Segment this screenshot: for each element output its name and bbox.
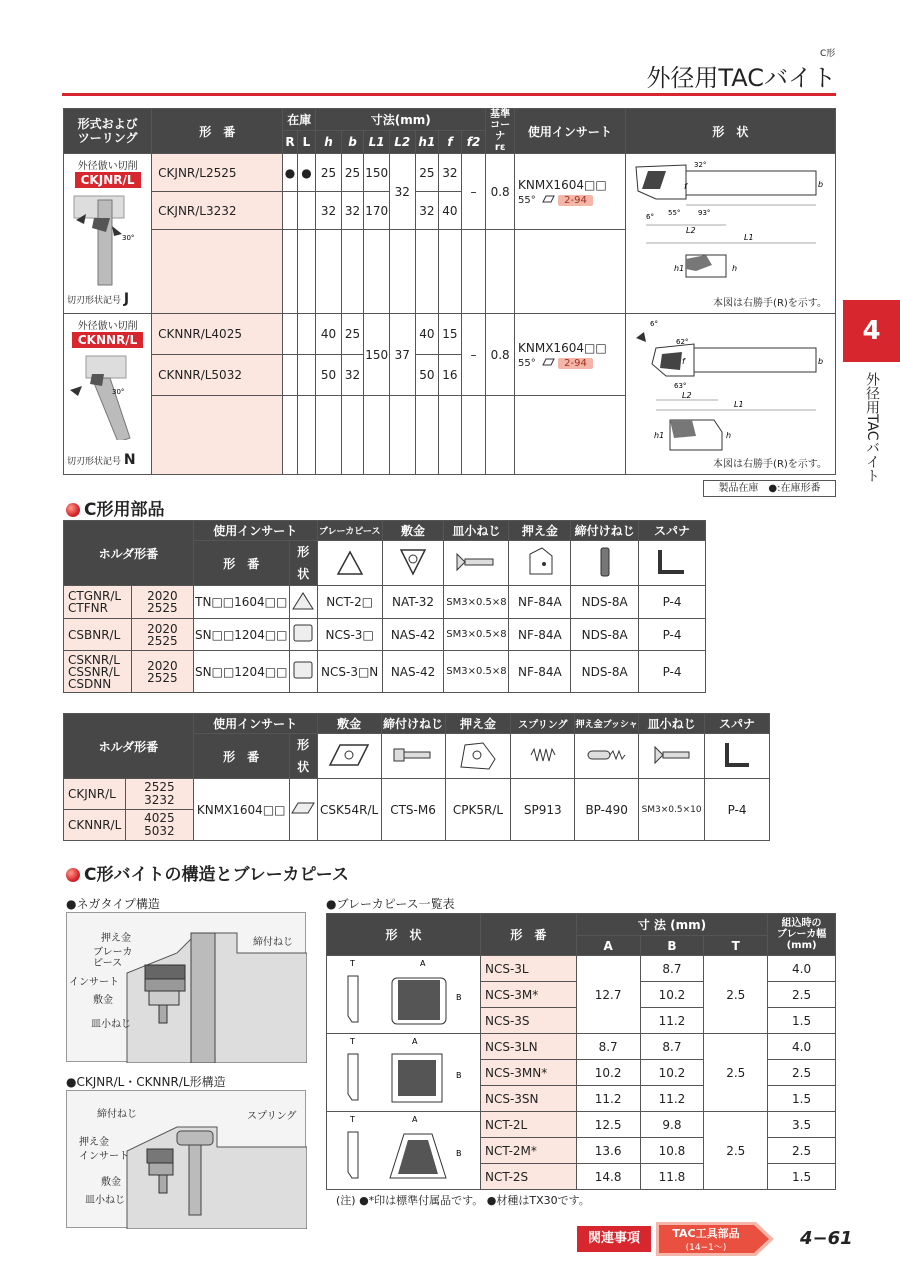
nega-diagram — [66, 912, 306, 1062]
dim-T: 2.5 — [704, 956, 768, 1034]
part-value: NDS-8A — [571, 619, 639, 651]
d-L1: L1 — [743, 232, 754, 242]
ckjnr-drawing-icon — [626, 155, 830, 313]
d-a2: 62° — [675, 338, 689, 346]
insert-model: SN□□1204□□ — [193, 619, 289, 651]
dim-f2: – — [461, 314, 486, 396]
ck-title: ●CKJNR/L・CKNNR/L形構造 — [66, 1075, 226, 1089]
h-col: 締付けねじ — [571, 521, 639, 541]
d-a1: 6° — [649, 320, 658, 328]
d-h: h — [725, 431, 731, 440]
d-f: f — [681, 357, 685, 366]
svg-text:A: A — [420, 959, 426, 968]
h-col-f2: f2 — [461, 130, 486, 153]
clamp-icon — [445, 734, 511, 779]
breaker-shape-cell — [327, 956, 481, 1034]
h-R: R — [283, 130, 297, 153]
d-a4: 6° — [645, 212, 654, 221]
part-value: NF-84A — [509, 619, 571, 651]
part-value: BP-490 — [575, 779, 639, 841]
dim-f: 40 — [439, 192, 462, 230]
breaker-model: NCS-3L — [480, 956, 576, 982]
clamp-screw-icon — [381, 734, 445, 779]
d-L2: L2 — [685, 225, 696, 235]
breaker-table — [326, 913, 836, 1190]
wrench-icon — [705, 734, 770, 779]
tool-photo-icon — [64, 190, 148, 290]
part-value: NF-84A — [509, 586, 571, 619]
nega-label: インサート — [69, 977, 119, 988]
type-cell-ckjnr — [64, 154, 152, 314]
nega-label: 皿小ねじ — [91, 1019, 131, 1030]
link-sub: (14−1〜) — [685, 1243, 727, 1253]
dim-A: 11.2 — [576, 1086, 640, 1112]
part-value: NCS-3□ — [317, 619, 382, 651]
section-title-text: C形用部品 — [84, 500, 165, 520]
holder-names: CKNNR/L — [64, 810, 126, 841]
dim-B: 9.8 — [640, 1112, 704, 1138]
part-value: SM3×0.5×10 — [639, 779, 705, 841]
part-value: SM3×0.5×8 — [444, 619, 509, 651]
stock-R — [283, 192, 297, 230]
shim-icon — [317, 734, 381, 779]
breaker-width: 2.5 — [768, 1138, 836, 1164]
dim-b: 32 — [341, 355, 364, 396]
dim-A: 13.6 — [576, 1138, 640, 1164]
code-label: 切刃形状記号 — [67, 457, 122, 467]
dim-h: 32 — [316, 192, 342, 230]
clamp-icon — [509, 541, 571, 586]
holder-names: CSBNR/L — [64, 619, 132, 651]
ck-label: 締付ねじ — [97, 1109, 137, 1120]
h-stock: 在庫 — [283, 109, 316, 131]
breaker-model: NCT-2L — [480, 1112, 576, 1138]
page-number: 4−61 — [800, 1228, 853, 1249]
dim-b: 25 — [341, 314, 364, 355]
holder-names: CSKNR/L CSSNR/L CSDNN — [64, 651, 132, 693]
cknnr-drawing-icon — [626, 314, 830, 474]
dim-f: 16 — [439, 355, 462, 396]
part-value: NDS-8A — [571, 651, 639, 693]
h-dims: 寸 法 (mm) — [576, 914, 767, 936]
model-cell: CKNNR/L5032 — [152, 355, 283, 396]
part-value: SM3×0.5×8 — [444, 651, 509, 693]
h-col: 締付けねじ — [381, 714, 445, 734]
insert-model: KNMX1604□□ — [193, 779, 289, 841]
dim-L1: 170 — [364, 192, 390, 230]
stock-legend: 製品在庫 ●:在庫形番 — [703, 480, 836, 497]
d-b: b — [817, 179, 823, 189]
model-cell: CKJNR/L2525 — [152, 154, 283, 192]
ck-diagram — [66, 1090, 306, 1228]
stock-L: ● — [297, 154, 315, 192]
dim-B: 11.2 — [640, 1086, 704, 1112]
h-model: 形 番 — [480, 914, 576, 956]
breaker-shape-cell — [327, 1034, 481, 1112]
d-h1: h1 — [653, 431, 664, 440]
ck-label: 敷金 — [101, 1177, 121, 1188]
dim-B: 10.2 — [640, 1060, 704, 1086]
insert-model: KNMX1604□□ — [518, 177, 607, 192]
type-sub: 外径倣い切削 — [77, 321, 138, 332]
clamp-screw-icon — [571, 541, 639, 586]
holder-table — [63, 108, 836, 475]
model-cell: CKNNR/L4025 — [152, 314, 283, 355]
triangle-insert-icon — [289, 586, 317, 619]
h-col-h: h — [316, 130, 342, 153]
dim-B: 8.7 — [640, 1034, 704, 1060]
dim-f2: – — [461, 154, 486, 230]
breaker-shape-cell — [327, 1112, 481, 1190]
rhombus-insert-icon — [539, 195, 555, 203]
tool-angle-label: 30° — [112, 388, 125, 396]
h-col: 敷金 — [317, 714, 381, 734]
shape-cell — [625, 154, 835, 314]
page-title: 外径用TACバイト — [646, 64, 836, 92]
link-label: TAC工具部品 — [672, 1227, 740, 1240]
dim-f: 32 — [439, 154, 462, 192]
section-title-parts — [66, 495, 164, 520]
breaker-ncsn-icon — [328, 1034, 478, 1108]
dim-A: 8.7 — [576, 1034, 640, 1060]
holder-names: CTGNR/L CTFNR — [64, 586, 132, 619]
dim-L1: 150 — [364, 154, 390, 192]
d-a2: 55° — [667, 208, 681, 217]
h-insert: 使用インサート — [515, 109, 626, 154]
h-col-L2: L2 — [389, 130, 415, 153]
dim-h1: 50 — [415, 355, 439, 396]
dim-L1: 150 — [364, 314, 390, 396]
dim-h: 40 — [316, 314, 342, 355]
ref-link[interactable]: 2-94 — [558, 358, 593, 369]
rhombus-insert-icon — [539, 358, 555, 366]
h-col: 押え金ブッシャ — [575, 714, 639, 734]
breaker-width: 1.5 — [768, 1008, 836, 1034]
h-col-f: f — [439, 130, 462, 153]
h-col: 押え金 — [509, 521, 571, 541]
h-col: ブレーカピース — [317, 521, 382, 541]
h-col: 押え金 — [445, 714, 511, 734]
insert-angle: 55° — [518, 357, 536, 369]
dim-L2: 32 — [389, 154, 415, 230]
part-value: NF-84A — [509, 651, 571, 693]
breaker-width: 2.5 — [768, 982, 836, 1008]
spring-icon — [511, 734, 575, 779]
dim-h1: 40 — [415, 314, 439, 355]
square-insert-icon — [289, 619, 317, 651]
h-model: 形 番 — [193, 541, 289, 586]
side-tab-text: 外径用TACバイト — [864, 372, 880, 483]
part-value: CSK54R/L — [317, 779, 381, 841]
ck-label: 皿小ねじ — [85, 1195, 125, 1206]
h-holder: ホルダ形番 — [64, 521, 194, 586]
svg-text:T: T — [350, 1115, 356, 1124]
ck-label: スプリング — [247, 1111, 297, 1122]
nega-label: 押え金 — [101, 933, 131, 944]
d-L1: L1 — [733, 400, 744, 409]
part-value: P-4 — [705, 779, 770, 841]
d-a3: 63° — [673, 382, 687, 390]
breaker-model: NCT-2M* — [480, 1138, 576, 1164]
dim-b: 32 — [341, 192, 364, 230]
part-value: SM3×0.5×8 — [444, 586, 509, 619]
parts-table-1 — [63, 520, 706, 693]
part-value: CPK5R/L — [445, 779, 511, 841]
holder-names: CKJNR/L — [64, 779, 126, 810]
breaker-model: NCS-3MN* — [480, 1060, 576, 1086]
dim-h1: 25 — [415, 154, 439, 192]
bullet-icon — [66, 868, 80, 882]
h-col: 敷金 — [382, 521, 444, 541]
dim-A: 12.7 — [576, 956, 640, 1034]
h-shape: 形 状 — [289, 541, 317, 586]
insert-cell — [515, 154, 626, 230]
stock-L — [297, 192, 315, 230]
type-tag: CKJNR/L — [75, 172, 141, 188]
breaker-model: NCS-3SN — [480, 1086, 576, 1112]
dim-f: 15 — [439, 314, 462, 355]
header-rule — [62, 93, 836, 96]
part-value: P-4 — [639, 651, 706, 693]
bullet-icon — [66, 503, 80, 517]
dim-T: 2.5 — [704, 1034, 768, 1112]
part-value: NCS-3□N — [317, 651, 382, 693]
dim-A: 12.5 — [576, 1112, 640, 1138]
h-insert: 使用インサート — [193, 521, 317, 541]
d-L2: L2 — [681, 391, 692, 400]
nega-label: 締付ねじ — [253, 937, 293, 948]
dim-B: 11.2 — [640, 1008, 704, 1034]
breaker-model: NCT-2S — [480, 1164, 576, 1190]
type-sub: 外径倣い切削 — [77, 161, 138, 172]
type-tag: CKNNR/L — [72, 332, 143, 348]
h-col-h1: h1 — [415, 130, 439, 153]
part-value: NAS-42 — [382, 651, 444, 693]
breaker-model: NCS-3S — [480, 1008, 576, 1034]
h-A: A — [576, 936, 640, 956]
svg-text:B: B — [456, 1149, 462, 1158]
tac-parts-link[interactable] — [656, 1222, 774, 1256]
holder-sizes: 4025 5032 — [125, 810, 193, 841]
nega-title: ●ネガタイプ構造 — [66, 897, 160, 911]
section-title-structure — [66, 860, 349, 885]
h-col: 皿小ねじ — [639, 714, 705, 734]
header-small: C形 — [820, 49, 836, 59]
insert-model: SN□□1204□□ — [193, 651, 289, 693]
part-value: NAT-32 — [382, 586, 444, 619]
ck-label: 押え金 — [79, 1137, 109, 1148]
dim-B: 10.8 — [640, 1138, 704, 1164]
svg-text:A: A — [412, 1037, 418, 1046]
code-letter: J — [123, 291, 130, 307]
nega-label: ブレーカ ピース — [93, 947, 133, 969]
dim-h: 50 — [316, 355, 342, 396]
rhombus-insert-icon — [289, 779, 317, 841]
insert-angle: 55° — [518, 194, 536, 206]
breaker-nct-icon — [328, 1112, 478, 1186]
h-model: 形 番 — [193, 734, 289, 779]
svg-text:B: B — [456, 993, 462, 1002]
h-shape: 形 状 — [289, 734, 317, 779]
part-value: P-4 — [639, 619, 706, 651]
h-col: 皿小ねじ — [444, 521, 509, 541]
h-col: スパナ — [705, 714, 770, 734]
dim-B: 8.7 — [640, 956, 704, 982]
holder-sizes: 2020 2525 — [131, 651, 193, 693]
svg-text:T: T — [350, 959, 356, 968]
h-holder: ホルダ形番 — [64, 714, 194, 779]
dim-b: 25 — [341, 154, 364, 192]
svg-text:T: T — [350, 1037, 356, 1046]
breaker-width: 3.5 — [768, 1112, 836, 1138]
h-col-b: b — [341, 130, 364, 153]
section-title-text: C形バイトの構造とブレーカピース — [84, 865, 349, 885]
dim-B: 10.2 — [640, 982, 704, 1008]
d-b: b — [817, 357, 823, 366]
part-value: NAS-42 — [382, 619, 444, 651]
breaker-width: 2.5 — [768, 1060, 836, 1086]
svg-text:A: A — [412, 1115, 418, 1124]
part-value: P-4 — [639, 586, 706, 619]
breaker-width: 4.0 — [768, 956, 836, 982]
dim-A: 10.2 — [576, 1060, 640, 1086]
h-B: B — [640, 936, 704, 956]
d-f: f — [683, 181, 687, 191]
h-insert: 使用インサート — [193, 714, 317, 734]
stock-R: ● — [283, 154, 297, 192]
h-T: T — [704, 936, 768, 956]
breaker-title: ●ブレーカピース一覧表 — [326, 897, 455, 911]
shim-icon — [382, 541, 444, 586]
wrench-icon — [639, 541, 706, 586]
breaker-width: 4.0 — [768, 1034, 836, 1060]
related-label: 関連事項 — [577, 1226, 651, 1252]
part-value: SP913 — [511, 779, 575, 841]
shape-cell — [625, 314, 835, 475]
flat-screw-icon — [639, 734, 705, 779]
dim-h: 25 — [316, 154, 342, 192]
h-shape: 形 状 — [625, 109, 835, 154]
part-value: CTS-M6 — [381, 779, 445, 841]
tool-photo-icon — [64, 350, 148, 440]
h-col: スプリング — [511, 714, 575, 734]
insert-cell — [515, 314, 626, 396]
d-a3: 93° — [697, 208, 711, 217]
d-h: h — [731, 263, 737, 273]
dim-T: 2.5 — [704, 1112, 768, 1190]
flat-screw-icon — [444, 541, 509, 586]
h-type: 形式および ツーリング — [64, 109, 152, 154]
pusher-icon — [575, 734, 639, 779]
h-dims: 寸法(mm) — [316, 109, 486, 131]
tool-angle-label: 30° — [122, 234, 135, 242]
dim-L2: 37 — [389, 314, 415, 396]
ck-label: インサート — [79, 1151, 129, 1162]
d-a1: 32° — [693, 160, 707, 169]
breaker-model: NCS-3M* — [480, 982, 576, 1008]
parts-table-2 — [63, 713, 770, 841]
corner-r: 0.8 — [486, 314, 515, 396]
h-width: 組込時の ブレーカ幅 (mm) — [768, 914, 836, 956]
d-h1: h1 — [673, 263, 684, 273]
breaker-model: NCS-3LN — [480, 1034, 576, 1060]
breaker-ncs-icon — [328, 956, 478, 1030]
breaker-width: 1.5 — [768, 1086, 836, 1112]
drawing-note: 本図は右勝手(R)を示す。 — [713, 298, 827, 309]
dim-h1: 32 — [415, 192, 439, 230]
insert-model: TN□□1604□□ — [193, 586, 289, 619]
dim-B: 11.8 — [640, 1164, 704, 1190]
part-value: NDS-8A — [571, 586, 639, 619]
code-label: 切刃形状記号 — [67, 296, 122, 306]
h-corner: 基準 コーナ rε — [486, 109, 515, 154]
ref-link[interactable]: 2-94 — [558, 195, 593, 206]
square-insert-icon — [289, 651, 317, 693]
breaker-width: 1.5 — [768, 1164, 836, 1190]
h-col-L1: L1 — [364, 130, 390, 153]
breaker-note: (注) ●*印は標準付属品です。 ●材種はTX30です。 — [336, 1194, 590, 1207]
side-tab-number: 4 — [843, 300, 900, 362]
svg-text:B: B — [456, 1071, 462, 1080]
holder-sizes: 2525 3232 — [125, 779, 193, 810]
drawing-note: 本図は右勝手(R)を示す。 — [713, 459, 827, 470]
insert-model: KNMX1604□□ — [518, 340, 607, 355]
h-shape: 形 状 — [327, 914, 481, 956]
h-model: 形 番 — [152, 109, 283, 154]
h-L: L — [297, 130, 315, 153]
code-letter: N — [123, 452, 136, 468]
holder-sizes: 2020 2525 — [131, 619, 193, 651]
model-cell: CKJNR/L3232 — [152, 192, 283, 230]
holder-sizes: 2020 2525 — [131, 586, 193, 619]
nega-label: 敷金 — [93, 995, 113, 1006]
breaker-piece-icon — [317, 541, 382, 586]
dim-A: 14.8 — [576, 1164, 640, 1190]
type-cell-cknnr — [64, 314, 152, 475]
corner-r: 0.8 — [486, 154, 515, 230]
h-col: スパナ — [639, 521, 706, 541]
part-value: NCT-2□ — [317, 586, 382, 619]
